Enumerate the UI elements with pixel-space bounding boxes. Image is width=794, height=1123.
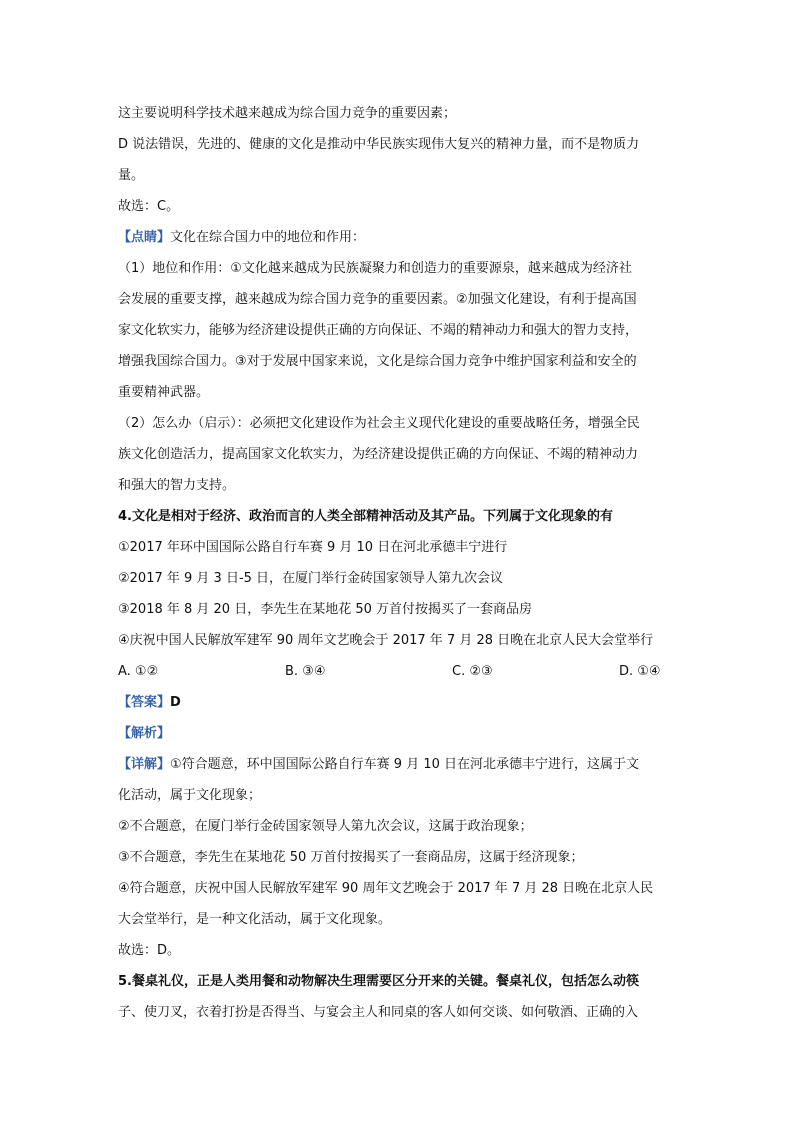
option-a: A. ①② [118,664,159,679]
answer-line [118,687,683,718]
tip-paragraph-1-line: （1）地位和作用：①文化越来越成为民族凝聚力和创造力的重要源泉，越来越成为经济社 [118,261,632,276]
document-page [118,98,683,1028]
tip-paragraph-1-line: 会发展的重要支撑，越来越成为综合国力竞争的重要因素。②加强文化建设，有利于提高国 [118,292,637,307]
analysis-tag: 【解析】 [118,726,171,741]
detail-line [118,749,683,780]
question-4-item: ①2017 年环中国国际公路自行车赛 9 月 10 日在河北承德丰宁进行 [118,540,508,555]
tip-tag: 【点睛】 [118,230,171,245]
question-5-stem: 子、使刀叉，衣着打扮是否得当、与宴会主人和同桌的客人如何交谈、如何敬酒、正确的入 [118,1005,639,1020]
tip-paragraph-2-line: （2）怎么办（启示）：必须把文化建设作为社会主义现代化建设的重要战略任务，增强全民 [118,416,640,431]
detail-line: ②不合题意，在厦门举行金砖国家领导人第九次会议，这属于政治现象； [118,819,533,834]
analysis-line [118,718,683,749]
question-4-stem: 4.文化是相对于经济、政治而言的人类全部精神活动及其产品。下列属于文化现象的有 [118,509,613,524]
question-4-item: ③2018 年 8 月 20 日，李先生在某地花 50 万首付按揭买了一套商品房 [118,602,533,617]
text-line: 量。 [118,168,145,183]
detail-tag: 【详解】 [118,757,171,772]
tip-title: 文化在综合国力中的地位和作用： [170,230,366,245]
detail-text: ①符合题意，环中国国际公路自行车赛 9 月 10 日在河北承德丰宁进行，这属于文 [170,757,640,772]
tip-paragraph-1-line: 家文化软实力，能够为经济建设提供正确的方向保证、不竭的精神动力和强大的智力支持， [118,323,639,338]
question-4-choice: 故选：D。 [118,943,181,958]
text-line: 这主要说明科学技术越来越成为综合国力竞争的重要因素； [118,106,457,121]
tip-paragraph-2-line: 和强大的智力支持。 [118,478,236,493]
option-d: D. ①④ [619,664,661,679]
option-c: C. ②③ [452,664,493,679]
question-4-item: ②2017 年 9 月 3 日-5 日，在厦门举行金砖国家领导人第九次会议 [118,571,504,586]
question-5-stem: 5.餐桌礼仪，正是人类用餐和动物解决生理需要区分开来的关键。餐桌礼仪，包括怎么动筷 [118,974,639,989]
tip-heading [118,222,683,253]
tip-paragraph-1-line: 增强我国综合国力。③对于发展中国家来说，文化是综合国力竞争中维护国家利益和安全的 [118,354,637,369]
option-b: B. ③④ [285,664,326,679]
question-4-item: ④庆祝中国人民解放军建军 90 周年文艺晚会于 2017 年 7 月 28 日晚在北京人民大会堂举行 [118,633,654,648]
question-4-options [118,656,683,687]
detail-line: ③不合题意，李先生在某地花 50 万首付按揭买了一套商品房，这属于经济现象； [118,850,584,865]
detail-line: 化活动，属于文化现象； [118,788,262,803]
tip-paragraph-2-line: 族文化创造活力，提高国家文化软实力，为经济建设提供正确的方向保证、不竭的精神动力 [118,447,639,462]
tip-paragraph-1-line: 重要精神武器。 [118,385,210,400]
text-line: D 说法错误，先进的、健康的文化是推动中华民族实现伟大复兴的精神力量，而不是物质力 [118,137,640,152]
answer-value: D [170,695,181,710]
answer-choice: 故选：C。 [118,199,180,214]
detail-line: 大会堂举行，是一种文化活动，属于文化现象。 [118,912,392,927]
answer-tag: 【答案】 [118,695,171,710]
detail-line: ④符合题意，庆祝中国人民解放军建军 90 周年文艺晚会于 2017 年 7 月 28 日晚在北京人民 [118,881,654,896]
